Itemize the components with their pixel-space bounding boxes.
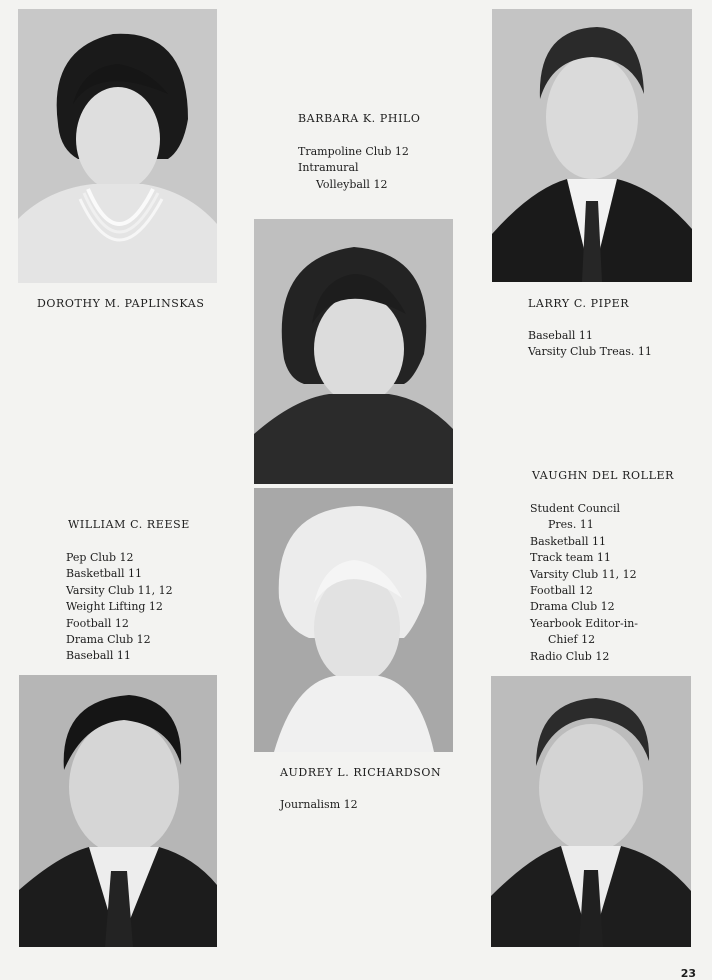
activity-item: Football 12 <box>530 584 593 598</box>
activity-item: Weight Lifting 12 <box>66 600 163 614</box>
activity-item: Varsity Club Treas. 11 <box>528 345 652 359</box>
student-name: AUDREY L. RICHARDSON <box>280 766 442 779</box>
activity-item: Varsity Club 11, 12 <box>66 583 173 597</box>
page-number: 23 <box>680 967 696 980</box>
activity-item: Baseball 11 <box>528 329 593 342</box>
portrait-william-reese <box>19 675 217 947</box>
activity-item: Football 12 <box>66 616 129 630</box>
activity-item: Volleyball 12 <box>316 177 388 191</box>
student-name: DOROTHY M. PAPLINSKAS <box>37 297 205 310</box>
student-name: BARBARA K. PHILO <box>298 112 421 125</box>
portrait-vaughn-del-roller <box>491 676 691 947</box>
activity-list <box>280 797 358 813</box>
activity-list <box>530 501 638 665</box>
activity-item: Pres. 11 <box>548 518 594 532</box>
student-name: WILLIAM C. REESE <box>68 518 190 531</box>
activity-item: Yearbook Editor-in- <box>530 616 639 630</box>
student-name: LARRY C. PIPER <box>528 297 630 310</box>
activity-item: Drama Club 12 <box>66 633 151 647</box>
activity-item: Student Council <box>530 502 620 515</box>
activity-item: Baseball 11 <box>66 649 131 663</box>
activity-item: Pep Club 12 <box>66 551 134 564</box>
activity-item: Chief 12 <box>548 633 596 647</box>
activity-item: Radio Club 12 <box>530 649 610 663</box>
activity-item: Drama Club 12 <box>530 600 615 614</box>
activity-item: Journalism 12 <box>280 798 358 811</box>
activity-item: Basketball 11 <box>66 567 143 581</box>
portrait-larry-piper <box>492 9 692 282</box>
portrait-audrey-richardson <box>254 488 453 752</box>
activity-list <box>298 144 409 193</box>
activity-item: Basketball 11 <box>530 534 607 548</box>
activity-item: Trampoline Club 12 <box>298 145 409 158</box>
portrait-dorothy-paplinskas <box>18 9 217 283</box>
portrait-barbara-philo <box>254 219 453 484</box>
activity-item: Intramural <box>298 161 359 175</box>
activity-list <box>66 550 173 665</box>
activity-item: Varsity Club 11, 12 <box>530 567 637 581</box>
student-name: VAUGHN DEL ROLLER <box>532 469 674 482</box>
activity-list <box>528 328 652 361</box>
activity-item: Track team 11 <box>530 551 611 565</box>
